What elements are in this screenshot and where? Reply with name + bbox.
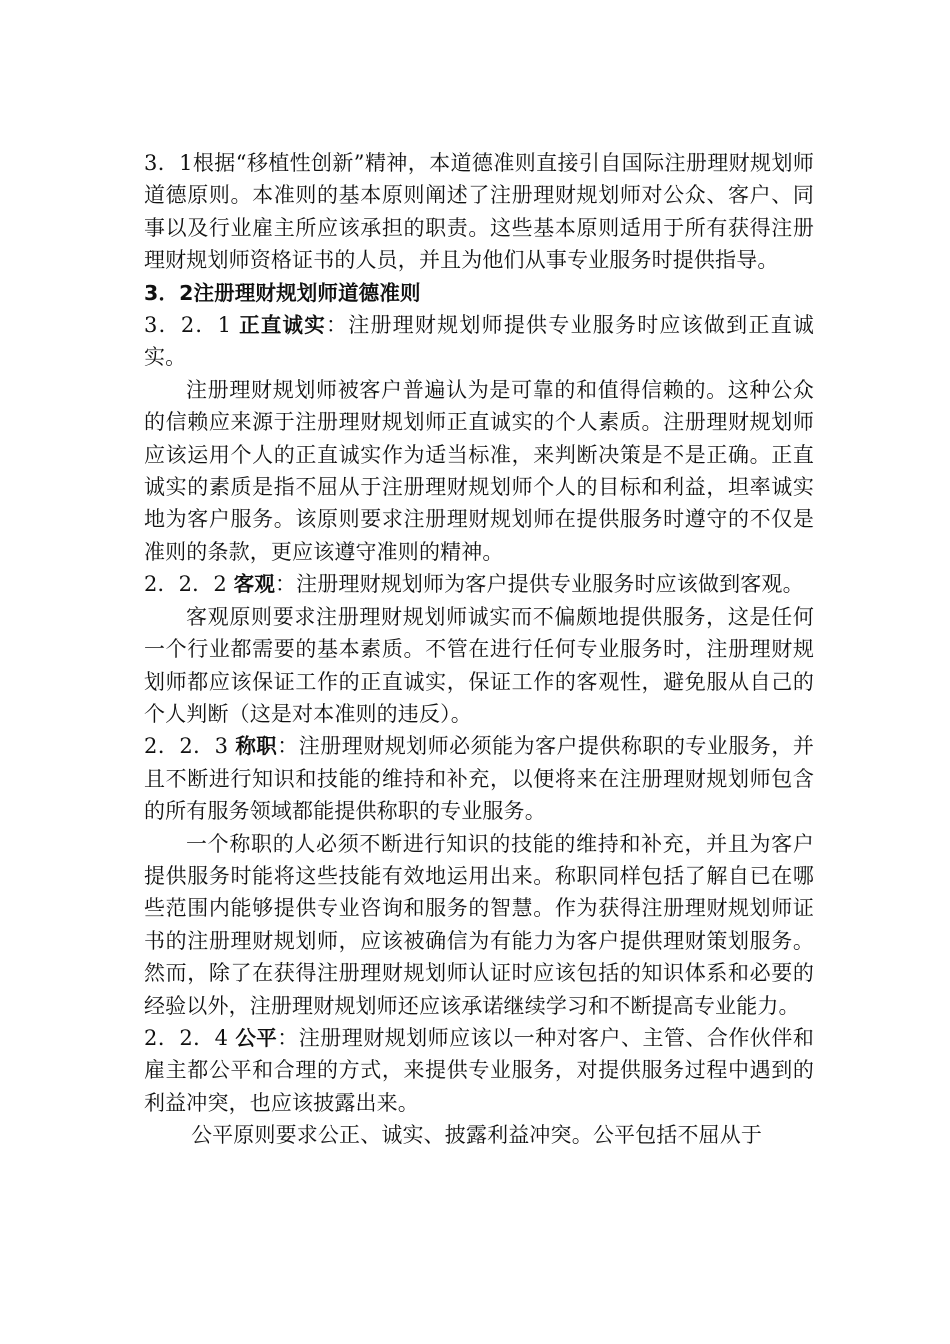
clause-integrity (144, 309, 814, 374)
clause-fairness-explanation: 公平原则要求公正、诚实、披露利益冲突。公平包括不屈从于 (191, 1123, 763, 1148)
section-heading: 3．2注册理财规划师道德准则 (144, 280, 421, 305)
clause-objectivity-explanation: 客观原则要求注册理财规划师诚实而不偏颇地提供服务，这是任何一个行业都需要的基本素质。不管在进行任何专业服务时，注册理财规划师都应该保证工作的正直诚实，保证工作的客观性，避免服从自己的个人判断（这是对本准则的违反）。 (144, 604, 814, 726)
clause-term: 公平 (235, 1025, 278, 1050)
clause-competence-explanation: 一个称职的人必须不断进行知识的技能的维持和补充，并且为客户提供服务时能将这些技能有效地运用出来。称职同样包括了解自已在哪些范围内能够提供专业咨询和服务的智慧。作为获得注册理财规划师证书的注册理财规划师，应该被确信为有能力为客户提供理财策划服务。然而，除了在获得注册理财规划师认证时应该包括的知识体系和必要的经验以外，注册理财规划师还应该承诺继续学习和不断提高专业能力。 (144, 831, 814, 1018)
clause-number: 2．2．2 (144, 572, 234, 597)
clause-objectivity (144, 568, 814, 600)
clause-term: 正直诚实 (239, 313, 326, 338)
clause-number: 3．2．1 (144, 313, 240, 338)
clause-competence (144, 730, 814, 827)
clause-statement: ：注册理财规划师为客户提供专业服务时应该做到客观。 (274, 572, 804, 597)
clause-fairness (144, 1022, 814, 1119)
document-page (144, 147, 814, 1152)
clause-term: 称职 (235, 734, 278, 759)
clause-term: 客观 (233, 572, 275, 597)
clause-number: 2．2．4 (144, 1025, 236, 1050)
clause-number: 2．2．3 (144, 734, 236, 759)
clause-integrity-explanation: 注册理财规划师被客户普遍认为是可靠的和值得信赖的。这种公众的信赖应来源于注册理财规划师正直诚实的个人素质。注册理财规划师应该运用个人的正直诚实作为适当标准，来判断决策是不是正确。正直诚实的素质是指不屈从于注册理财规划师个人的目标和利益，坦率诚实地为客户服务。该原则要求注册理财规划师在提供服务时遵守的不仅是准则的条款，更应该遵守准则的精神。 (144, 377, 814, 564)
clause-statement: ：注册理财规划师必须能为客户提供称职的专业服务，并且不断进行知识和技能的维持和补充，以便将来在注册理财规划师包含的所有服务领域都能提供称职的专业服务。 (144, 734, 814, 824)
clause-statement: ：注册理财规划师提供专业服务时应该做到正直诚实。 (144, 313, 814, 370)
intro-paragraph: 3．1根据“移植性创新”精神，本道德准则直接引自国际注册理财规划师道德原则。本准则的基本原则阐述了注册理财规划师对公众、客户、同事以及行业雇主所应该承担的职责。这些基本原则适用于所有获得注册理财规划师资格证书的人员，并且为他们从事专业服务时提供指导。 (144, 151, 814, 273)
clause-statement: ：注册理财规划师应该以一种对客户、主管、合作伙伴和雇主都公平和合理的方式，来提供专业服务，对提供服务过程中遇到的利益冲突，也应该披露出来。 (144, 1025, 814, 1115)
